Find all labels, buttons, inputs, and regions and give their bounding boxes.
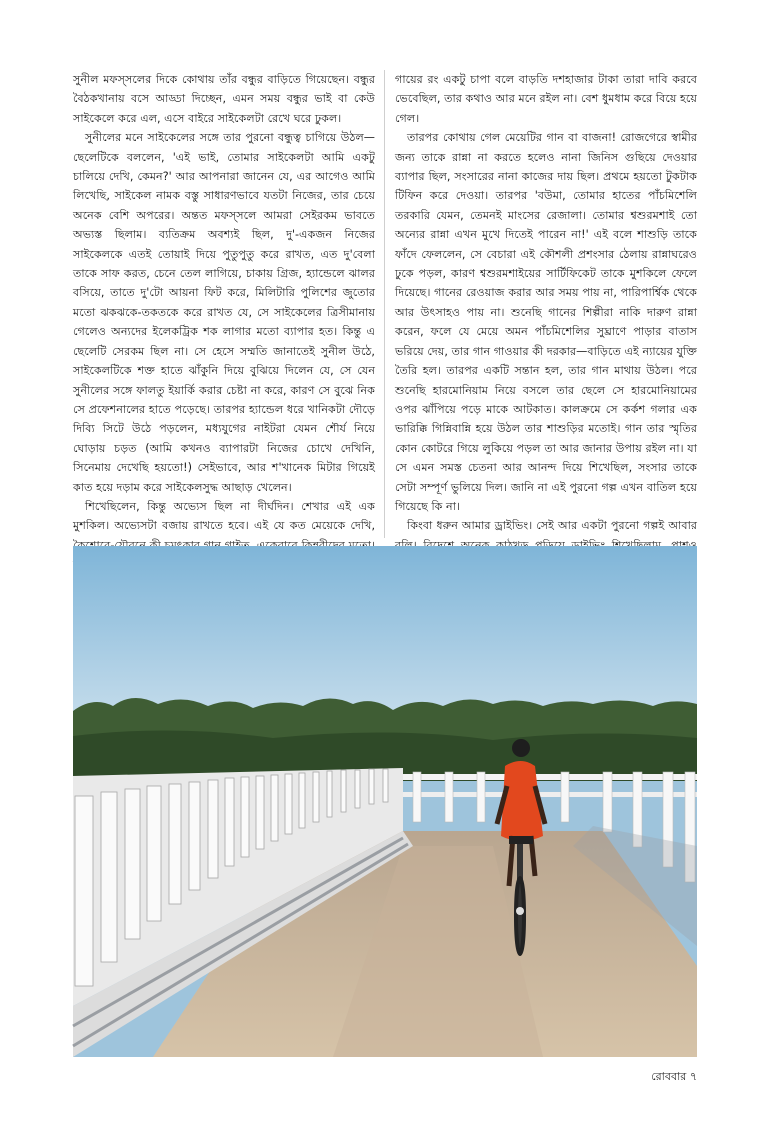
paragraph: শিখেছিলেন, কিন্তু অভ্যেস ছিল না দীর্ঘদিন। শেখার এই এক মুশকিল। অভ্যেসটা বজায় রাখতে হবে। এই যে কত মেয়েকে দেখি, bbox=[73, 499, 375, 533]
paragraph: সুনীল মফস্সলের দিকে কোথায় তাঁর বন্ধুর বাড়িতে গিয়েছেন। বন্ধুর বৈঠকখানায় বসে আড্ডা দিচ্ছেন, এমন সময় বন্ধুর ভাই বা কেউ সাইকেলে করে এল, এসে বাইরে সাইকেলটা রেখে ঘরে ঢুকল। bbox=[73, 73, 375, 125]
girl-cycling-on-bridge-photo bbox=[73, 546, 697, 1057]
column-divider bbox=[384, 70, 385, 538]
left-column bbox=[73, 70, 375, 538]
article-body bbox=[73, 70, 697, 538]
right-column bbox=[395, 70, 697, 538]
paragraph: তারপর কোথায় গেল মেয়েটির গান বা বাজনা! রোজগেরে স্বামীর জন্য তাকে রান্না না করতে হলেও নানা জিনিস গুছিয়ে দেওয়ার ব্যাপার ছিল, সংসারের নানা কাজের দায় ছিল। প্রথমে হয়তো টুকটাক টিফিন করে দেওয়া। তারপর 'বউমা, তোমার হাতের পাঁচমিশেলি তরকারি যেমন, তেমনই মাংসের রেজালা। তোমার শ্বশুরমশাই তো অন্যের রান্না এখন মুখে দিতেই পারেন না!' এই বলে শাশুড়ি তাকে ফাঁদে ফেললেন, সে বেচারা এই কৌশলী প্রশংসার ঠেলায় রান্নাঘরেও ঢুকে পড়ল, কারণ শ্বশুরমশাইয়ের সার্টিফিকেট তাকে মুশকিলে ফেলে দিয়েছে। গানের রেওয়াজ করার আর সময় পায় না, পারিপার্শ্বিক থেকে আর উৎসাহও পায় না। শুনেছি গানের শিল্পীরা নাকি দারুণ রান্না করেন, ফলে যে মেয়ে অমন পাঁচমিশেলির সুঘ্রাণে পাড়ার বাতাস ভরিয়ে দেয়, তার গান গাওয়ার কী দরকার—বাড়িতে এই ন্যায়ের যুক্তি তৈরি হল। তারপর একটি সন্তান হল, তার গান মাথায় উঠল। পরে শুনেছি হারমোনিয়াম নিয়ে বসলে তার ছেলে সে হারমোনিয়ামের ওপর ঝাঁপিয়ে পড়ে মাকে আটকাত। কালক্রমে সে কর্কশ গলার এক ভারিক্কি গিন্নিবান্নি হয়ে উঠল তার শাশুড়ির মতোই। গান তার স্মৃতির কোন কোটরে গিয়ে লুকিয়ে পড়ল তা আর জানার উপায় রইল না। যা সে এমন সমস্ত চেতনা আর আনন্দ দিয়ে শিখেছিল, সংসার তাকে সেটা সম্পূর্ণ ভুলিয়ে দিল। জানি না এই পুরনো গল্প এখন বাতিল হয়ে গিয়েছে কি না। bbox=[395, 131, 697, 513]
paragraph: কিংবা ধরুন আমার ড্রাইভিং। সেই আর একটা পুরনো গল্পই আবার bbox=[407, 519, 697, 533]
page-folio: রোববার ৭ bbox=[651, 1070, 697, 1083]
paragraph: গায়ের রং একটু চাপা বলে বাড়তি দশহাজার টাকা তারা দাবি করবে ভেবেছিল, তার কথাও আর মনে রইল না। বেশ ধুমধাম করে বিয়ে হয়ে গেল। bbox=[395, 73, 697, 125]
paragraph: সুনীলের মনে সাইকেলের সঙ্গে তার পুরনো বন্ধুত্ব চাগিয়ে উঠল—ছেলেটিকে বললেন, 'এই ভাই, তোমার সাইকেলটা আমি একটু চালিয়ে দেখি, কেমন?' আর আপনারা জানেন যে, এর আগেও আমি লিখেছি, সাইকেল নামক বস্তু সাধারণভাবে যতটা নিজের, তার চেয়ে অনেক বেশি অপরের। অন্তত মফস্সলে আমরা সেইরকম ভাবতে অভ্যস্ত ছিলাম। ব্যতিক্রম অবশ্যই ছিল, দু'-একজন নিজের সাইকেলকে এতই তোয়াই দিয়ে পুতুপুতু করে রাখত, এত দু'বেলা তাকে সাফ করত, চেনে তেল লাগিয়ে, চাকায় গ্রিজ, হ্যান্ডেলে ঝালর বসিয়ে, তাতে দু'টো আয়না ফিট করে, মিলিটারি পুলিশের জুতোর মতো ঝকঝকে-তকতকে করে রাখত যে, সে সাইকেলের ত্রিসীমানায় গেলেও অন্যদের ইলেকট্রিক শক লাগার মতো ব্যাপার হত। কিন্তু এ ছেলেটি সেরকম ছিল না। সে হেসে সম্মতি জানাতেই সুনীল উঠে, সাইকেলটিকে শক্ত হাতে ঝাঁকুনি দিয়ে বুঝিয়ে দিলেন যে, সে যেন সুনীলের সঙ্গে ফালতু ইয়ার্কি করার চেষ্টা না করে, কারণ সে বুঝে নিক সে প্রফেশনালের হাতে পড়েছে। তারপর হ্যান্ডেল ধরে খানিকটা দৌড়ে দিব্যি সিটে উঠে পড়লেন, মধ্যযুগের নাইটরা যেমন শৌর্য নিয়ে ঘোড়ায় চড়ত (আমি কখনও ব্যাপারটা নিজের চোখে দেখিনি, সিনেমায় দেখেছি হয়তো!) সেইভাবে, আর শ'খানেক মিটার গিয়েই কাত হয়ে দড়াম করে সাইকেলসুদ্ধ আছাড় খেলেন। bbox=[73, 131, 375, 494]
